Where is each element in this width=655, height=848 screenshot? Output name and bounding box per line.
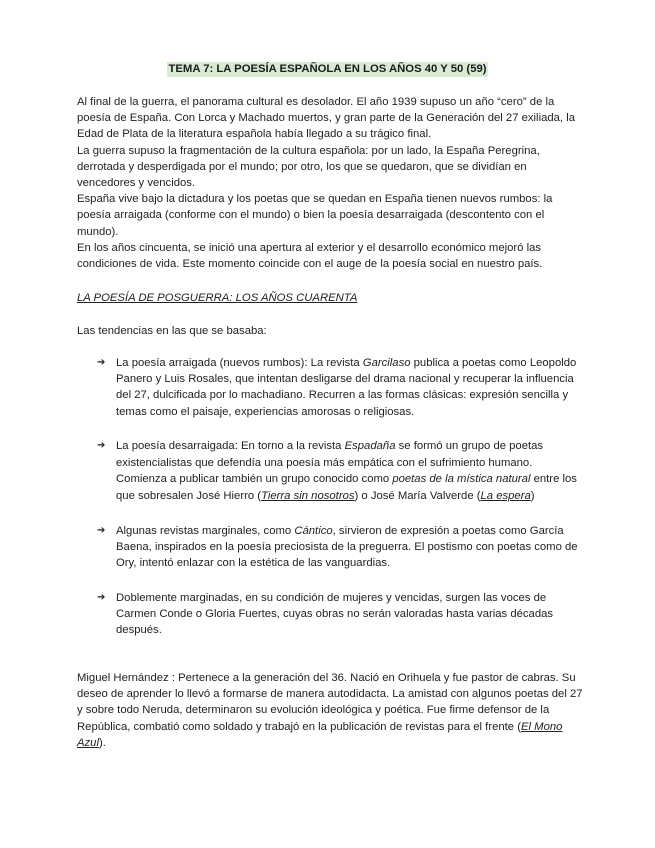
tendency-mujeres [97, 590, 585, 639]
tendency-text: , sirvieron de expresión a poetas como García Baena, inspirados en la poesía preciosista de la preguerra. El postismo con poetas como de Ory, intentó enlazar con la estética de las vanguardias. [116, 525, 578, 570]
tendency-marginales [97, 523, 585, 572]
tendency-text: Algunas revistas marginales, como [116, 525, 295, 537]
intro-section [77, 94, 583, 272]
tendency-text: se formó un grupo de poetas existencialistas que defendía una poesía más empática con el sufrimiento humano. Comienza a publicar también un grupo conocido como [116, 439, 544, 486]
arrow-bullet-icon: ➔ [97, 591, 106, 603]
section-heading: LA POESÍA DE POSGUERRA: LOS AÑOS CUARENTA [77, 292, 358, 304]
intro-paragraph-3: España vive bajo la dictadura y los poetas que se quedan en España tienen nuevos rumbos: la poesía arraigada (conforme con el mundo) o bien la poesía desarraigada (descontento con el mundo). [77, 193, 553, 238]
arrow-bullet-icon: ➔ [97, 525, 106, 536]
tendencies-lead: Las tendencias en las que se basaba: [77, 325, 267, 337]
tendency-text: ) [530, 490, 535, 503]
work-title: Tierra sin nosotros [261, 490, 355, 503]
intro-paragraph-4: En los años cincuenta, se inició una apertura al exterior y el desarrollo económico mejoró las condiciones de vida. Este momento coincide con el auge de la poesía social en nuestro país. [77, 241, 543, 271]
tendency-desarraigada [97, 438, 585, 505]
paragraph-text: Miguel Hernández : Pertenece a la generación del 36. Nació en Orihuela y fue pastor de cabras. Su deseo de aprender lo llevó a formarse de manera autodidacta. La amistad con algunos poetas del 27 y sobre todo Neruda, determinaron su evolución ideológica y poética. Fue firme defensor de la República, combatió como soldado y trabajó en la publicación de revistas para el frente ( [77, 672, 583, 733]
tendency-text: La poesía desarraigada: En torno a la revista [116, 439, 345, 452]
tendencies-list [97, 355, 585, 656]
arrow-bullet-icon: ➔ [97, 439, 106, 451]
tendency-text: ) o José María Valverde ( [354, 490, 481, 503]
journal-name: Espadaña [344, 439, 396, 452]
tendency-text: Doblemente marginadas, en su condición de mujeres y vencidas, surgen las voces de Carmen Conde o Gloria Fuertes, cuyas obras no serán valoradas hasta varias décadas después. [116, 591, 554, 637]
miguel-hernandez-paragraph [77, 670, 583, 751]
tendency-text: publica a poetas como Leopoldo Panero y Luis Rosales, que intentan desligarse del drama nacional y recuperar la influencia del 27, dulcificada por lo machadiano. Recurren a las formas clásicas: expresión sencilla y temas como el paisaje, experiencias amorosas o religiosas. [116, 357, 577, 418]
group-name: poetas de la mística natural [392, 473, 531, 486]
work-title: La espera [480, 490, 531, 503]
work-title: El Mono Azul [77, 720, 563, 749]
page-title: TEMA 7: LA POESÍA ESPAÑOLA EN LOS AÑOS 40 Y 50 (59) [168, 63, 487, 75]
paragraph-text: ). [98, 736, 106, 749]
intro-paragraph-1: Al final de la guerra, el panorama cultural es desolador. El año 1939 supuso un año “cero” de la poesía de España. Con Lorca y Machado muertos, y gran parte de la Generación del 27 exiliada, la Edad de Plata de la literatura española había llegado a su trágico final. [77, 96, 575, 141]
intro-paragraph-2: La guerra supuso la fragmentación de la cultura española: por un lado, la España Peregrina, derrotada y desperdigada por el mundo; por otro, los que se quedaron, que se dividían en vencedores y vencidos. [77, 144, 540, 190]
arrow-bullet-icon: ➔ [97, 357, 106, 368]
tendency-text: entre los que sobresalen José Hierro ( [116, 473, 577, 503]
journal-name: Cántico [294, 525, 333, 537]
tendency-arraigada [97, 355, 585, 420]
journal-name: Garcilaso [362, 357, 411, 369]
title-container [0, 61, 655, 77]
tendency-text: La poesía arraigada (nuevos rumbos): La revista [116, 357, 363, 369]
